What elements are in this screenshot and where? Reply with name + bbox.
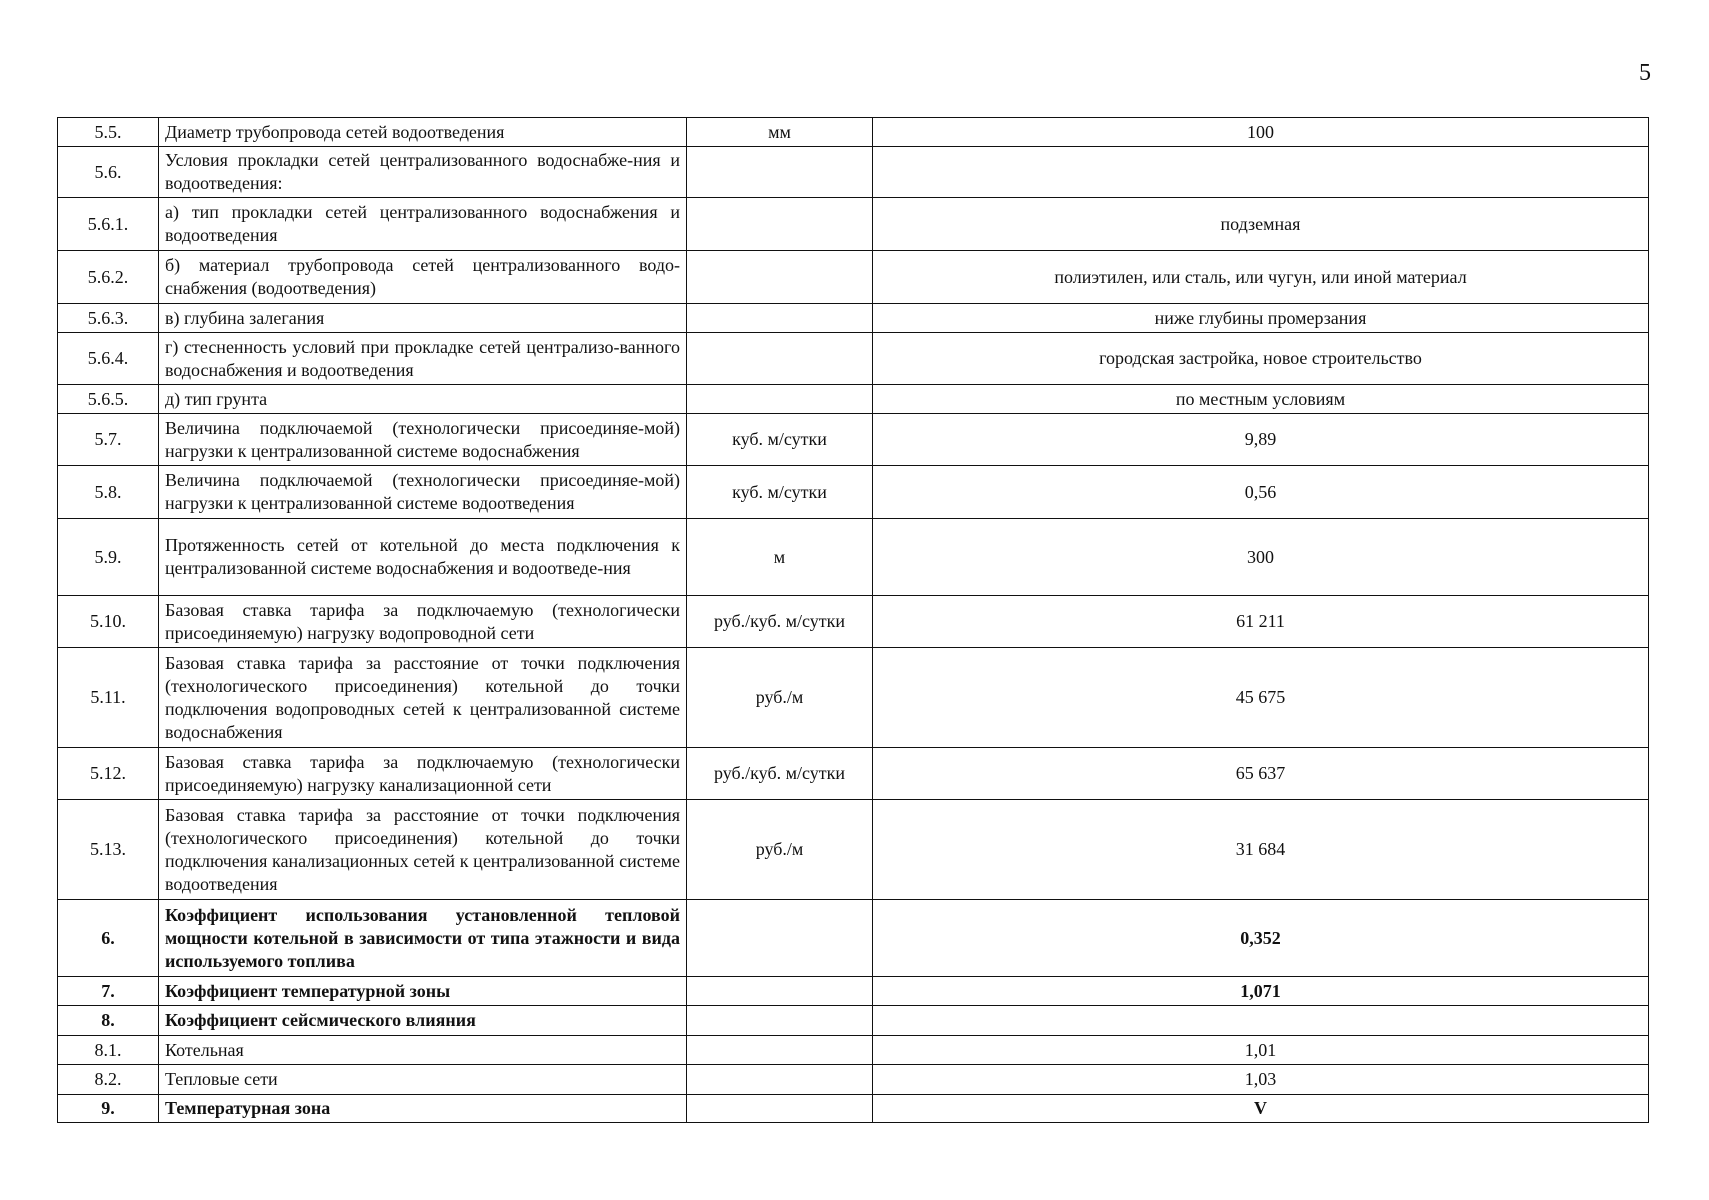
row-number: 5.6.5. xyxy=(58,385,159,414)
row-value: ниже глубины промерзания xyxy=(873,304,1649,333)
row-description: Протяженность сетей от котельной до места подключения к централизованной системе водоснабжения и водоотведе-ния xyxy=(159,519,687,596)
table-row xyxy=(58,333,1649,385)
table-row xyxy=(58,1006,1649,1036)
row-description: Базовая ставка тарифа за подключаемую (технологически присоединяемую) нагрузку канализационной сети xyxy=(159,748,687,800)
row-number: 5.6.2. xyxy=(58,251,159,304)
table-row xyxy=(58,596,1649,648)
row-value: 1,01 xyxy=(873,1036,1649,1065)
row-description: Базовая ставка тарифа за расстояние от точки подключения (технологического присоединения) котельной до точки подключения канализационных сетей к централизованной системе водоотведения xyxy=(159,800,687,900)
row-description: б) материал трубопровода сетей централизованного водо-снабжения (водоотведения) xyxy=(159,251,687,304)
row-number: 5.7. xyxy=(58,414,159,466)
row-value xyxy=(873,1006,1649,1036)
row-description: Условия прокладки сетей централизованного водоснабже-ния и водоотведения: xyxy=(159,147,687,198)
row-number: 5.5. xyxy=(58,118,159,147)
row-value: 9,89 xyxy=(873,414,1649,466)
table-row xyxy=(58,414,1649,466)
row-number: 8.2. xyxy=(58,1065,159,1095)
row-unit: руб./м xyxy=(687,800,873,900)
row-number: 5.11. xyxy=(58,648,159,748)
row-unit xyxy=(687,333,873,385)
row-unit: руб./м xyxy=(687,648,873,748)
table-row xyxy=(58,977,1649,1006)
row-value: 0,352 xyxy=(873,900,1649,977)
table-row xyxy=(58,251,1649,304)
row-description: Коэффициент сейсмического влияния xyxy=(159,1006,687,1036)
row-value: 65 637 xyxy=(873,748,1649,800)
row-number: 5.9. xyxy=(58,519,159,596)
row-unit xyxy=(687,198,873,251)
row-number: 5.6.3. xyxy=(58,304,159,333)
table-row xyxy=(58,900,1649,977)
row-number: 7. xyxy=(58,977,159,1006)
row-number: 5.6.1. xyxy=(58,198,159,251)
row-number: 6. xyxy=(58,900,159,977)
row-number: 8. xyxy=(58,1006,159,1036)
row-unit xyxy=(687,1065,873,1095)
row-unit: куб. м/сутки xyxy=(687,414,873,466)
table-row xyxy=(58,748,1649,800)
row-description: Базовая ставка тарифа за подключаемую (технологически присоединяемую) нагрузку водопроводной сети xyxy=(159,596,687,648)
row-value: по местным условиям xyxy=(873,385,1649,414)
table-row xyxy=(58,519,1649,596)
row-unit xyxy=(687,147,873,198)
row-value: V xyxy=(873,1095,1649,1123)
parameters-table xyxy=(57,117,1649,1123)
row-unit: мм xyxy=(687,118,873,147)
table-row xyxy=(58,304,1649,333)
row-description: Диаметр трубопровода сетей водоотведения xyxy=(159,118,687,147)
row-value: 61 211 xyxy=(873,596,1649,648)
row-unit xyxy=(687,900,873,977)
row-unit xyxy=(687,385,873,414)
row-unit: куб. м/сутки xyxy=(687,466,873,519)
row-value: подземная xyxy=(873,198,1649,251)
row-value: городская застройка, новое строительство xyxy=(873,333,1649,385)
table-row xyxy=(58,1095,1649,1123)
row-number: 8.1. xyxy=(58,1036,159,1065)
page-number: 5 xyxy=(1639,60,1651,86)
table-row xyxy=(58,118,1649,147)
row-unit: руб./куб. м/сутки xyxy=(687,748,873,800)
row-unit xyxy=(687,1006,873,1036)
row-description: Коэффициент использования установленной тепловой мощности котельной в зависимости от типа этажности и вида используемого топлива xyxy=(159,900,687,977)
row-description: Температурная зона xyxy=(159,1095,687,1123)
row-unit xyxy=(687,1036,873,1065)
table-row xyxy=(58,466,1649,519)
table-row xyxy=(58,800,1649,900)
row-value: 1,03 xyxy=(873,1065,1649,1095)
row-description: Коэффициент температурной зоны xyxy=(159,977,687,1006)
row-description: а) тип прокладки сетей централизованного водоснабжения и водоотведения xyxy=(159,198,687,251)
row-description: Величина подключаемой (технологически присоединяе-мой) нагрузки к централизованной системе водоотведения xyxy=(159,466,687,519)
row-unit xyxy=(687,304,873,333)
parameters-table-body xyxy=(58,118,1649,1123)
row-value: 0,56 xyxy=(873,466,1649,519)
row-value xyxy=(873,147,1649,198)
row-number: 5.13. xyxy=(58,800,159,900)
row-description: Величина подключаемой (технологически присоединяе-мой) нагрузки к централизованной системе водоснабжения xyxy=(159,414,687,466)
row-value: 1,071 xyxy=(873,977,1649,1006)
row-description: в) глубина залегания xyxy=(159,304,687,333)
table-row xyxy=(58,385,1649,414)
row-number: 5.12. xyxy=(58,748,159,800)
row-number: 5.6.4. xyxy=(58,333,159,385)
row-unit xyxy=(687,977,873,1006)
row-value: 31 684 xyxy=(873,800,1649,900)
row-unit: м xyxy=(687,519,873,596)
row-unit xyxy=(687,1095,873,1123)
table-row xyxy=(58,648,1649,748)
row-description: г) стесненность условий при прокладке сетей централизо-ванного водоснабжения и водоотведения xyxy=(159,333,687,385)
row-number: 5.10. xyxy=(58,596,159,648)
row-description: д) тип грунта xyxy=(159,385,687,414)
row-description: Базовая ставка тарифа за расстояние от точки подключения (технологического присоединения) котельной до точки подключения водопроводных сетей к централизованной системе водоснабжения xyxy=(159,648,687,748)
row-description: Котельная xyxy=(159,1036,687,1065)
row-unit xyxy=(687,251,873,304)
table-row xyxy=(58,198,1649,251)
row-description: Тепловые сети xyxy=(159,1065,687,1095)
row-value: 45 675 xyxy=(873,648,1649,748)
row-number: 5.8. xyxy=(58,466,159,519)
row-number: 5.6. xyxy=(58,147,159,198)
row-unit: руб./куб. м/сутки xyxy=(687,596,873,648)
row-value: 300 xyxy=(873,519,1649,596)
row-number: 9. xyxy=(58,1095,159,1123)
table-row xyxy=(58,147,1649,198)
table-row xyxy=(58,1065,1649,1095)
row-value: 100 xyxy=(873,118,1649,147)
table-row xyxy=(58,1036,1649,1065)
row-value: полиэтилен, или сталь, или чугун, или иной материал xyxy=(873,251,1649,304)
